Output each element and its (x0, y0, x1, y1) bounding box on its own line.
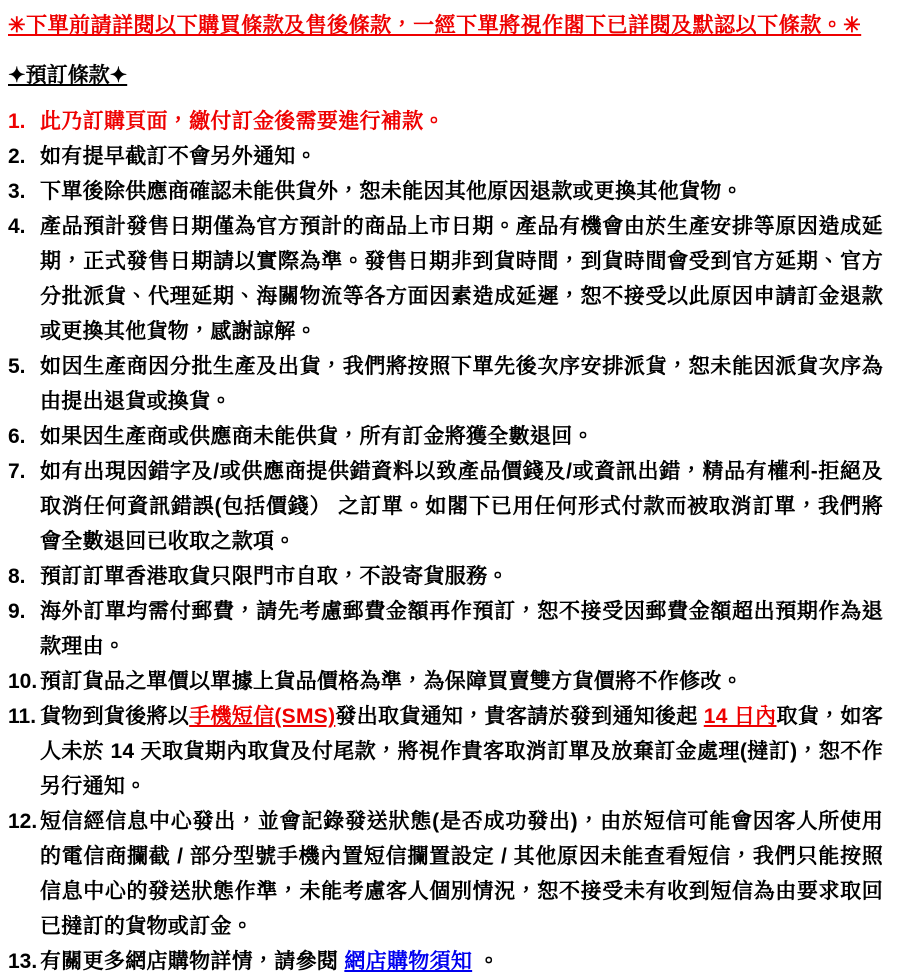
term-text (40, 594, 883, 664)
term-number: 2. (8, 145, 26, 168)
term-text (40, 804, 883, 944)
term-segment: 如有出現因錯字及/或供應商提供錯資料以致產品價錢及/或資訊出錯，精品有權利-拒絕及取消任何資訊錯誤(包括價錢） 之訂單。如閣下已用任何形式付款而被取消訂單，我們將會全數退回已收取之款項。 (40, 460, 883, 553)
section-heading-preorder-terms: ✦預訂條款✦ (8, 64, 128, 87)
term-number: 5. (8, 355, 26, 378)
term-segment: 。 (472, 950, 500, 973)
term-item (8, 454, 883, 559)
term-segment: 發出取貨通知，貴客請於發到通知後起 (335, 705, 704, 728)
term-item (8, 699, 883, 804)
term-number: 13. (8, 950, 38, 973)
term-number: 10. (8, 670, 38, 693)
term-number: 7. (8, 460, 26, 483)
term-text (40, 699, 883, 804)
term-item (8, 664, 883, 699)
term-item (8, 804, 883, 944)
term-text (40, 419, 883, 454)
term-text (40, 174, 883, 209)
term-number: 1. (8, 110, 26, 133)
term-text (40, 209, 883, 349)
term-segment: 預訂訂單香港取貨只限門市自取，不設寄貨服務。 (40, 565, 509, 588)
term-number: 8. (8, 565, 26, 588)
term-segment: 有關更多網店購物詳情，請參閱 (40, 950, 345, 973)
term-segment: 下單後除供應商確認未能供貨外，恕未能因其他原因退款或更換其他貨物。 (40, 180, 743, 203)
highlighted-term-segment: 手機短信(SMS) (189, 705, 336, 728)
term-number: 6. (8, 425, 26, 448)
term-segment: 如因生產商因分批生產及出貨，我們將按照下單先後次序安排派貨，恕未能因派貨次序為由提出退貨或換貨。 (40, 355, 883, 413)
term-segment: 此乃訂購頁面，繳付訂金後需要進行補款。 (40, 110, 445, 133)
term-segment: 如果因生產商或供應商未能供貨，所有訂金將獲全數退回。 (40, 425, 594, 448)
term-number: 3. (8, 180, 26, 203)
term-segment: 預訂貨品之單價以單據上貨品價格為準，為保障買賣雙方貨價將不作修改。 (40, 670, 743, 693)
term-item (8, 209, 883, 349)
term-segment: 短信經信息中心發出，並會記錄發送狀態(是否成功發出)，由於短信可能會因客人所使用的電信商攔截 / 部分型號手機內置短信攔置設定 / 其他原因未能查看短信，我們只能按照信息中心的發送狀態作準，未能考慮客人個別情況，恕不接受未有收到短信為由要求取回已撻訂的貨物或訂金。 (40, 810, 883, 938)
term-text (40, 104, 883, 139)
term-text (40, 139, 883, 174)
term-segment: 如有提早截訂不會另外通知。 (40, 145, 317, 168)
term-number: 12. (8, 810, 38, 833)
term-segment: 產品預計發售日期僅為官方預計的商品上市日期。產品有機會由於生產安排等原因造成延期，正式發售日期請以實際為準。發售日期非到貨時間，到貨時間會受到官方延期、官方分批派貨、代理延期、海關物流等各方面因素造成延遲，恕不接受以此原因申請訂金退款或更換其他貨物，感謝諒解。 (40, 215, 883, 343)
term-text (40, 349, 883, 419)
term-number: 11. (8, 705, 37, 728)
terms-list (8, 104, 883, 979)
term-number: 9. (8, 600, 26, 623)
term-item (8, 174, 883, 209)
term-segment: 取貨，如客人未於 14 天取貨期內取貨及付尾款，將視作貴客取消訂單及放棄訂金處理(撻訂)，恕不作另行通知。 (40, 705, 884, 798)
term-item (8, 944, 883, 979)
term-text (40, 559, 883, 594)
term-segment: 海外訂單均需付郵費，請先考慮郵費金額再作預訂，恕不接受因郵費金額超出預期作為退款理由。 (40, 600, 883, 658)
term-item (8, 559, 883, 594)
term-item (8, 594, 883, 664)
term-item (8, 104, 883, 139)
term-item (8, 139, 883, 174)
store-shopping-notice-link[interactable]: 網店購物須知 (344, 950, 473, 973)
pre-order-warning-title: ✳下單前請詳閱以下購買條款及售後條款，一經下單將視作閣下已詳閱及默認以下條款。✳ (8, 14, 862, 37)
term-text (40, 944, 883, 979)
highlighted-term-segment: 14 日內 (703, 705, 777, 728)
term-number: 4. (8, 215, 26, 238)
term-segment: 貨物到貨後將以 (40, 705, 190, 728)
term-text (40, 454, 883, 559)
term-text (40, 664, 883, 699)
term-item (8, 419, 883, 454)
term-item (8, 349, 883, 419)
